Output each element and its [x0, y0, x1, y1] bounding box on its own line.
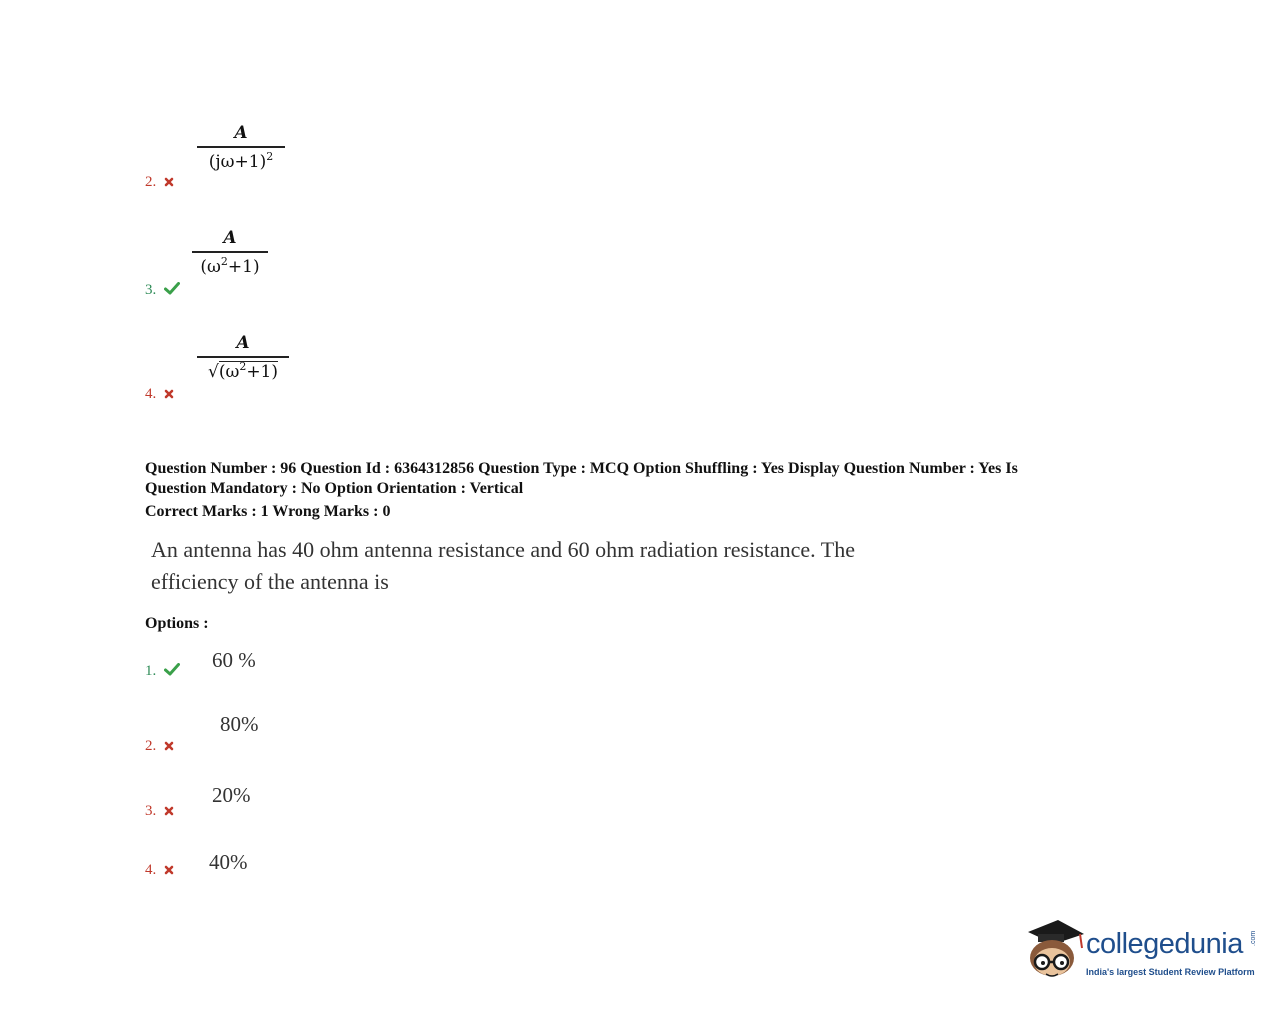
brand-tagline: India's largest Student Review Platform [1086, 967, 1255, 977]
question-text [151, 534, 951, 598]
option-3-text: 20% [212, 783, 251, 807]
option-3-number: 3. [145, 803, 174, 821]
fraction-bar [197, 356, 289, 358]
option-4-text: 40% [209, 850, 248, 874]
numerator: A [223, 228, 237, 248]
cross-icon [164, 175, 174, 192]
question-text-line-1: An antenna has 40 ohm antenna resistance and 60 ohm radiation resistance. The [151, 537, 855, 562]
cross-icon [164, 387, 174, 404]
prev-option-2-fraction [197, 122, 285, 173]
question-meta [145, 459, 1145, 499]
denominator: $√(\omega^2+1)$ [207, 360, 279, 382]
prev-option-3-number: 3. [145, 282, 180, 300]
numerator: A [236, 333, 250, 353]
question-meta-line-1: Question Number : 96 Question Id : 6364312856 Question Type : MCQ Option Shuffling : Yes Display Question Number : Yes Is [145, 460, 1018, 477]
mascot-icon [1024, 918, 1086, 989]
cross-icon [164, 804, 174, 821]
numerator: A [234, 123, 248, 143]
options-label: Options : [145, 615, 209, 632]
option-1-text: 60 % [212, 648, 256, 672]
question-text-line-2: efficiency of the antenna is [151, 569, 389, 594]
option-4-number: 4. [145, 862, 174, 880]
collegedunia-logo [1024, 918, 1264, 988]
denominator: $(\omega^2+1)$ [200, 255, 260, 277]
denominator: $(j\omega+1)^2$ [208, 150, 274, 172]
option-2-number: 2. [145, 738, 174, 756]
fraction-bar [192, 251, 268, 253]
option-2-text: 80% [220, 712, 259, 736]
fraction-bar [197, 146, 285, 148]
option-1-number: 1. [145, 663, 180, 681]
question-marks: Correct Marks : 1 Wrong Marks : 0 [145, 503, 391, 520]
brand-tld: .com [1250, 930, 1257, 946]
cross-icon [164, 739, 174, 756]
question-meta-line-2: Question Mandatory : No Option Orientation : Vertical [145, 480, 524, 497]
prev-option-2-number: 2. [145, 174, 174, 192]
check-icon [164, 663, 180, 681]
prev-option-3-fraction [192, 227, 268, 278]
cross-icon [164, 863, 174, 880]
check-icon [164, 282, 180, 300]
brand-name: collegedunia [1086, 928, 1243, 960]
prev-option-4-number: 4. [145, 386, 174, 404]
prev-option-4-fraction [197, 332, 289, 383]
